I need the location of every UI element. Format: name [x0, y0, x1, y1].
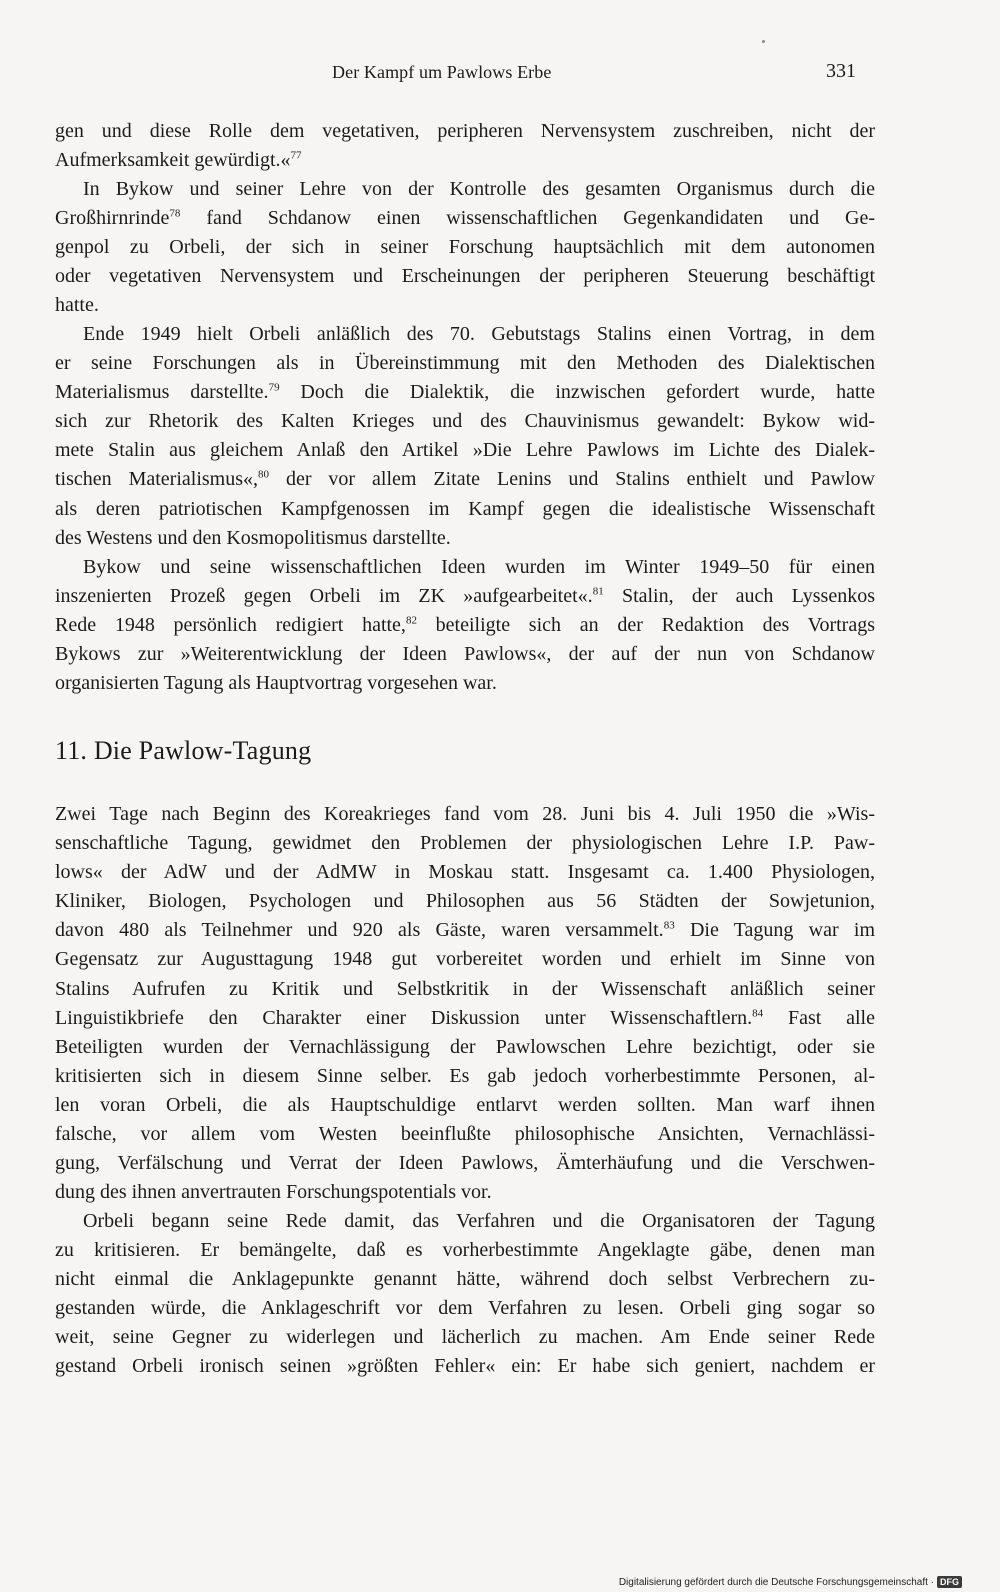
text-line: [55, 829, 875, 858]
credit-text: Digitalisierung gefördert durch die Deutsche Forschungsgemeinschaft ·: [618, 1576, 934, 1588]
text-line: [55, 1294, 875, 1323]
line-text: Rede 1948 persönlich redigiert hatte,: [55, 614, 406, 637]
paragraph-koreakrieg: [55, 800, 875, 1207]
line-text: oder vegetativen Nervensystem und Erscheinungen der peripheren Steuerung beschäftigt: [55, 265, 875, 288]
text-line: [55, 436, 875, 465]
text-line: [55, 1091, 875, 1120]
line-text: kritisierten sich in diesem Sinne selber. Es gab jedoch vorherbestimmte Personen, al-: [55, 1064, 875, 1087]
line-text: Gegensatz zur Augusttagung 1948 gut vorbereitet worden und erhielt im Sinne von: [55, 948, 875, 971]
line-text: In Bykow und seiner Lehre von der Kontrolle des gesamten Organismus durch die: [83, 178, 875, 200]
page-number: 331: [826, 60, 856, 82]
text-line: [55, 175, 875, 204]
footnote-marker[interactable]: 80: [258, 468, 270, 481]
text-line: [55, 1352, 875, 1381]
line-text: Bykows zur »Weiterentwicklung der Ideen Pawlows«, der auf der nun von Schdanow: [55, 643, 875, 666]
text-line: [55, 349, 875, 378]
line-text: sich zur Rhetorik des Kalten Krieges und des Chauvinismus gewandelt: Bykow wid-: [55, 410, 875, 433]
line-text: gestand Orbeli ironisch seinen »größten Fehler« ein: Er habe sich geniert, nachdem er: [55, 1355, 875, 1378]
line-text: Zwei Tage nach Beginn des Koreakrieges fand vom 28. Juni bis 4. Juli 1950 die »Wis-: [55, 803, 875, 825]
text-line: [55, 1265, 875, 1294]
line-text-continued: der vor allem Zitate Lenins und Stalins enthielt und Pawlow: [269, 468, 875, 491]
text-line: [55, 495, 875, 524]
text-line: [55, 916, 875, 945]
section-heading: 11. Die Pawlow-Tagung: [55, 736, 312, 765]
footnote-marker[interactable]: 79: [268, 381, 280, 394]
text-line: [55, 887, 875, 916]
text-line: [55, 1323, 875, 1352]
digitization-credit: [619, 1576, 962, 1588]
text-line: [55, 146, 875, 175]
footnote-marker[interactable]: 81: [592, 585, 604, 598]
text-line: [55, 1004, 875, 1033]
line-text: senschaftliche Tagung, gewidmet den Problemen der physiologischen Lehre I.P. Paw-: [55, 832, 875, 855]
line-text: Beteiligten wurden der Vernachlässigung der Pawlowschen Lehre bezichtigt, oder sie: [55, 1035, 875, 1058]
text-line: [55, 204, 875, 233]
text-line: [55, 1178, 875, 1207]
line-text: weit, seine Gegner zu widerlegen und lächerlich zu machen. Am Ende seiner Rede: [55, 1326, 875, 1349]
text-line: [55, 1062, 875, 1091]
text-line: [55, 465, 875, 494]
line-text: nicht einmal die Anklagepunkte genannt hätte, während doch selbst Verbrechern zu-: [55, 1268, 875, 1291]
line-text: Linguistikbriefe den Charakter einer Diskussion unter Wissenschaftlern.: [55, 1006, 753, 1029]
text-line: [55, 669, 875, 698]
footnote-marker[interactable]: 78: [169, 207, 181, 220]
line-text: Materialismus darstellte.: [55, 381, 269, 404]
footnote-marker[interactable]: 84: [752, 1007, 764, 1019]
dfg-logo-badge: DFG: [937, 1576, 962, 1588]
line-text: Orbeli begann seine Rede damit, das Verfahren und die Organisatoren der Tagung: [83, 1210, 875, 1232]
paragraph-bykow-lehre: [55, 175, 875, 320]
paragraph-bykow-ideen: [55, 553, 875, 698]
line-text: mete Stalin aus gleichem Anlaß den Artikel »Die Lehre Pawlows im Lichte des Dialek-: [55, 439, 875, 462]
line-text: Kliniker, Biologen, Psychologen und Philosophen aus 56 Städten der Sowjetunion,: [55, 890, 875, 913]
text-line: [55, 233, 875, 262]
text-line: [55, 582, 875, 611]
text-line: [55, 1149, 875, 1178]
text-line: [55, 1033, 875, 1062]
text-line: [55, 800, 875, 829]
line-text: Großhirnrinde: [55, 207, 170, 230]
line-text: zu kritisieren. Er bemängelte, daß es vorherbestimmte Angeklagte gäbe, denen man: [55, 1239, 875, 1262]
text-line: [55, 1120, 875, 1149]
line-text: lows« der AdW und der AdMW in Moskau statt. Insgesamt ca. 1.400 Physiologen,: [55, 861, 875, 884]
footnote-marker[interactable]: 83: [663, 919, 675, 932]
paragraph-ende-1949: [55, 320, 875, 553]
line-text-continued: Die Tagung war im: [674, 919, 875, 942]
footnote-marker[interactable]: 77: [290, 149, 302, 162]
line-text-continued: Doch die Dialektik, die inzwischen gefordert wurde, hatte: [279, 381, 875, 404]
scan-speck: [762, 40, 765, 43]
text-line: [55, 407, 875, 436]
line-text: dung des ihnen anvertrauten Forschungspotentials vor.: [55, 1181, 492, 1204]
text-line: [55, 1207, 875, 1236]
text-line: [55, 291, 875, 320]
line-text: davon 480 als Teilnehmer und 920 als Gäste, waren versammelt.: [55, 919, 664, 942]
text-line: [55, 117, 875, 146]
paragraph-orbeli-rede: [55, 1207, 875, 1382]
line-text-continued: beteiligte sich an der Redaktion des Vortrags: [416, 614, 875, 637]
footnote-marker[interactable]: 82: [405, 614, 417, 627]
line-text: Stalins Aufrufen zu Kritik und Selbstkritik in der Wissenschaft anläßlich seiner: [55, 977, 875, 1000]
text-line: [55, 378, 875, 407]
line-text: genpol zu Orbeli, der sich in seiner Forschung hauptsächlich mit dem autonomen: [55, 236, 875, 259]
line-text-continued: Fast alle: [763, 1006, 875, 1029]
text-line: [55, 320, 875, 349]
text-line: [55, 975, 875, 1004]
line-text: hatte.: [55, 294, 99, 317]
text-line: [55, 524, 875, 553]
line-text: len voran Orbeli, die als Hauptschuldige entlarvt werden sollten. Man warf ihnen: [55, 1093, 875, 1116]
text-line: [55, 611, 875, 640]
paragraph-continuation: [55, 117, 875, 175]
text-line: [55, 262, 875, 291]
line-text: als deren patriotischen Kampfgenossen im Kampf gegen die idealistische Wissenschaft: [55, 497, 875, 520]
text-line: [55, 553, 875, 582]
line-text: Ende 1949 hielt Orbeli anläßlich des 70. Gebutstags Stalins einen Vortrag, in dem: [83, 323, 875, 345]
line-text: inszenierten Prozeß gegen Orbeli im ZK »aufgearbeitet«.: [55, 585, 593, 608]
line-text: gestanden würde, die Anklageschrift vor dem Verfahren zu lesen. Orbeli ging sogar so: [55, 1297, 875, 1320]
line-text: er seine Forschungen als in Übereinstimmung mit den Methoden des Dialektischen: [55, 352, 875, 375]
line-text-continued: fand Schdanow einen wissenschaftlichen Gegenkandidaten und Ge-: [180, 207, 875, 230]
text-line: [55, 945, 875, 974]
text-line: [55, 640, 875, 669]
text-line: [55, 858, 875, 887]
line-text: gen und diese Rolle dem vegetativen, peripheren Nervensystem zuschreiben, nicht der: [55, 120, 875, 142]
line-text-continued: Stalin, der auch Lyssenkos: [603, 585, 875, 608]
line-text: organisierten Tagung als Hauptvortrag vorgesehen war.: [55, 672, 497, 695]
line-text: Bykow und seine wissenschaftlichen Ideen wurden im Winter 1949–50 für einen: [83, 556, 875, 578]
line-text: falsche, vor allem vom Westen beeinflußte philosophische Ansichten, Vernachlässi-: [55, 1123, 875, 1146]
line-text: tischen Materialismus«,: [55, 468, 259, 491]
line-text: gung, Verfälschung und Verrat der Ideen Pawlows, Ämterhäufung und die Verschwen-: [55, 1152, 875, 1175]
line-text: des Westens und den Kosmopolitismus darstellte.: [55, 526, 451, 549]
line-text: Aufmerksamkeit gewürdigt.«: [55, 149, 291, 172]
text-line: [55, 1236, 875, 1265]
running-title: Der Kampf um Pawlows Erbe: [332, 62, 552, 82]
